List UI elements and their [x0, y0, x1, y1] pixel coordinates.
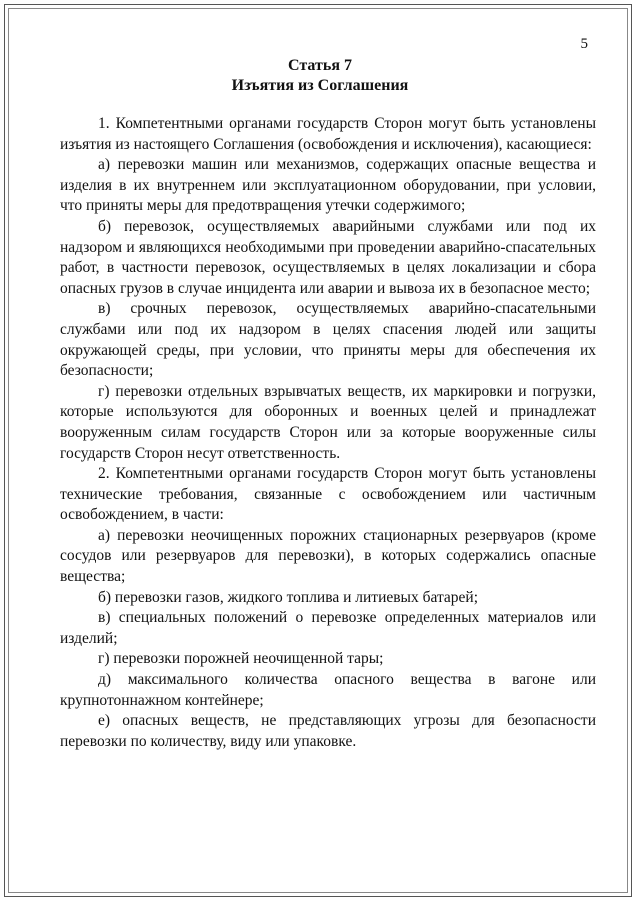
article-number: Статья 7 [288, 57, 352, 74]
paragraph-2d: д) максимального количества опасного вещества в вагоне или крупнотоннажном контейнере; [60, 671, 596, 709]
page-number: 5 [580, 36, 588, 52]
paragraph-1g: г) перевозки отдельных взрывчатых веществ, их маркировки и погрузки, которые используются для оборонных и военных целей и принадлежат вооруженным силам государств Сторон или за которые вооруженные силы государств Сторон несут ответственность. [60, 382, 596, 462]
paragraph-2v: в) специальных положений о перевозке определенных материалов или изделий; [60, 609, 596, 647]
paragraph-2e: е) опасных веществ, не представляющих угрозы для безопасности перевозки по количеству, виду или упаковке. [60, 712, 596, 750]
paragraph-2b: б) перевозки газов, жидкого топлива и литиевых батарей; [98, 588, 479, 606]
paragraph-2: 2. Компетентными органами государств Сторон могут быть установлены технические требования, связанные с освобождением или частичным освобождением, в части: [60, 465, 596, 524]
paragraph-2g: г) перевозки порожней неочищенной тары; [98, 650, 384, 668]
article-title: Изъятия из Соглашения [231, 77, 409, 94]
paragraph-1: 1. Компетентными органами государств Сторон могут быть установлены изъятия из настоящего Соглашения (освобождения и исключения), касающиеся: [60, 115, 596, 153]
article-body [60, 114, 596, 752]
paragraph-1b: б) перевозок, осуществляемых аварийными службами или под их надзором и являющихся необходимыми при проведении аварийно-спасательных работ, в частности перевозок, осуществляемых в целях локализации и сбора опасных грузов в случае инцидента или аварии и вывоза их в безопасное место; [60, 217, 596, 297]
paragraph-2a: а) перевозки неочищенных порожних стационарных резервуаров (кроме сосудов или резервуаров для перевозки), в которых содержались опасные вещества; [60, 526, 596, 586]
paragraph-1a: а) перевозки машин или механизмов, содержащих опасные вещества и изделия в их внутреннем или эксплуатационном оборудовании, при условии, что приняты меры для предотвращения утечки содержимого; [60, 156, 596, 215]
paragraph-1v: в) срочных перевозок, осуществляемых аварийно-спасательными службами или под их надзором в целях спасения людей или защиты окружающей среды, при условии, что приняты меры для обеспечения их безопасности; [60, 300, 596, 380]
article-header [0, 56, 640, 96]
